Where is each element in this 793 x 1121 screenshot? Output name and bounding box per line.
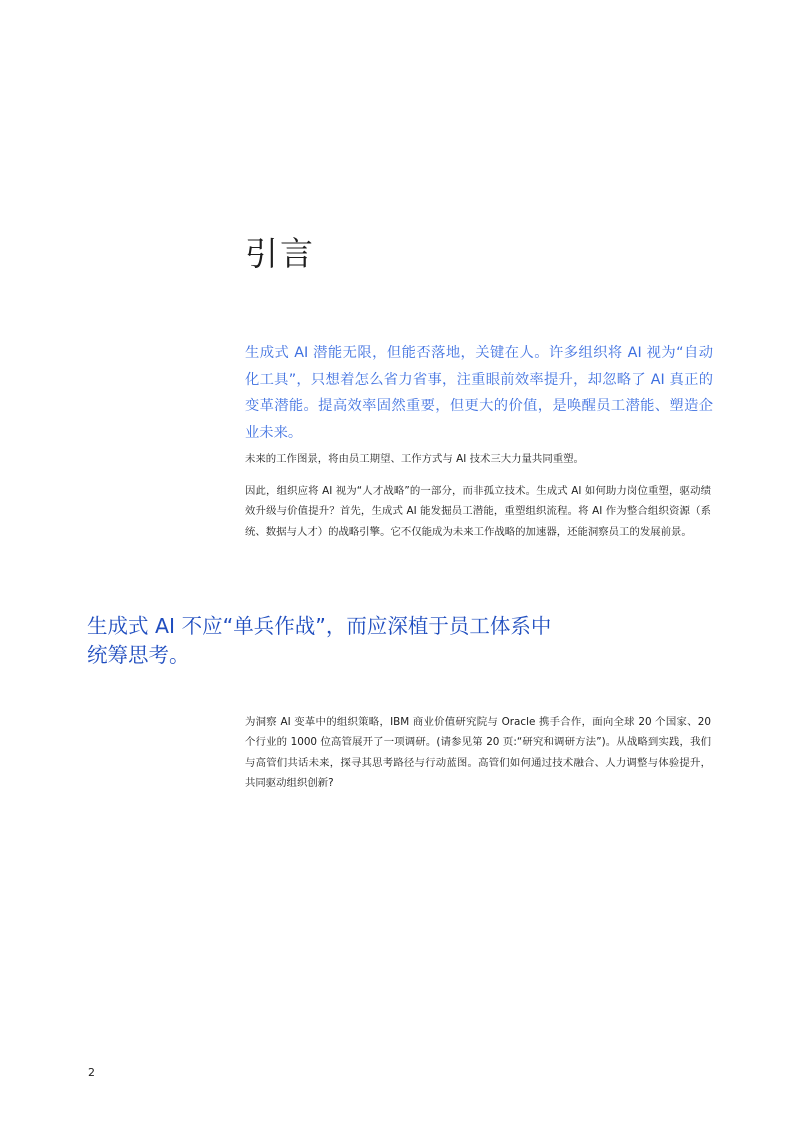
pull-quote: 生成式 AI 不应“单兵作战”，而应深植于员工体系中统筹思考。: [87, 614, 552, 667]
lead-paragraph: 生成式 AI 潜能无限，但能否落地，关键在人。许多组织将 AI 视为“自动化工具”，只想着怎么省力省事，注重眼前效率提升，却忽略了 AI 真正的变革潜能。提高效率固然重要，但更大的价值，是唤醒员工潜能、塑造企业未来。: [245, 345, 713, 441]
page-number: 2: [88, 1066, 95, 1079]
page-title: 引言: [245, 234, 315, 273]
body-paragraph-2: 因此，组织应将 AI 视为“人才战略”的一部分，而非孤立技术。生成式 AI 如何助力岗位重塑，驱动绩效升级与价值提升？首先，生成式 AI 能发掘员工潜能，重塑组织流程。将 AI 作为整合组织资源（系统、数据与人才）的战略引擎。它不仅能成为未来工作战略的加速器，还能洞察员工的发展前景。: [245, 485, 711, 538]
body-paragraph-3: 为洞察 AI 变革中的组织策略，IBM 商业价值研究院与 Oracle 携手合作，面向全球 20 个国家、20 个行业的 1000 位高管展开了一项调研。(请参见第 20 页:“研究和调研方法”)。从战略到实践，我们与高管们共话未来，探寻其思考路径与行动蓝图。高管们如何通过技术融合、人力调整与体验提升，共同驱动组织创新?: [245, 716, 711, 789]
body-paragraph-1: 未来的工作图景，将由员工期望、工作方式与 AI 技术三大力量共同重塑。: [245, 453, 584, 465]
